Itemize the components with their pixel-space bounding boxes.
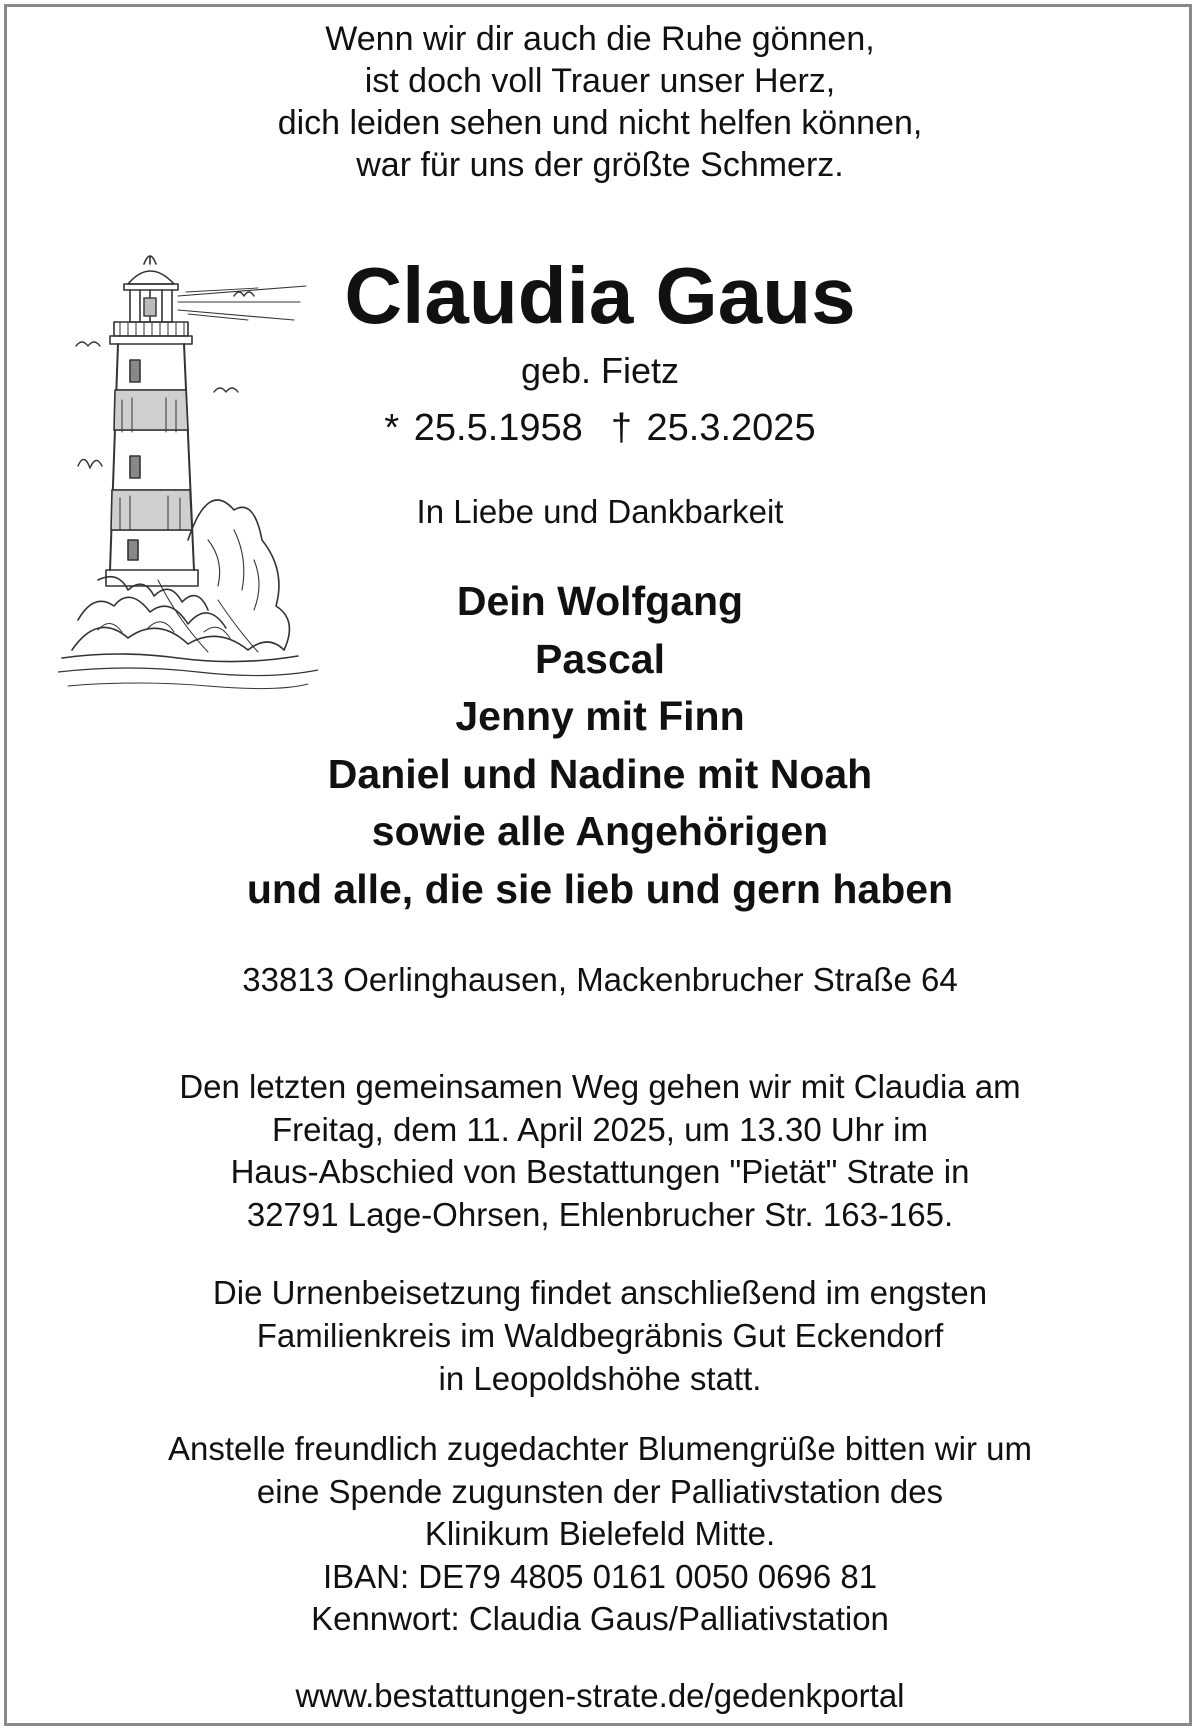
burial-line: Familienkreis im Waldbegräbnis Gut Eckendorf bbox=[256, 1317, 944, 1354]
mourners-list bbox=[0, 573, 1200, 918]
life-dates bbox=[0, 405, 1200, 451]
ceremony-line: Haus-Abschied von Bestattungen "Pietät" Strate in bbox=[230, 1153, 970, 1190]
mourner: Daniel und Nadine mit Noah bbox=[327, 750, 873, 797]
poem-line: Wenn wir dir auch die Ruhe gönnen, bbox=[325, 20, 875, 58]
mourner: sowie alle Angehörigen bbox=[371, 808, 829, 854]
birth-date: * 25.5.1958 bbox=[384, 407, 583, 449]
family-address: 33813 Oerlinghausen, Mackenbrucher Straße 64 bbox=[242, 961, 958, 998]
ceremony-line: Freitag, dem 11. April 2025, um 13.30 Uhr im bbox=[271, 1110, 929, 1148]
death-date: † 25.3.2025 bbox=[610, 407, 816, 449]
burial-line: in Leopoldshöhe statt. bbox=[438, 1360, 762, 1397]
ceremony-line: 32791 Lage-Ohrsen, Ehlenbrucher Str. 163-165. bbox=[246, 1195, 954, 1233]
burial-line: Die Urnenbeisetzung findet anschließend im engsten bbox=[212, 1274, 988, 1311]
donation-line: Anstelle freundlich zugedachter Blumengrüße bitten wir um bbox=[168, 1430, 1032, 1467]
poem-line: dich leiden sehen und nicht helfen können, bbox=[277, 104, 923, 142]
donation-line: Klinikum Bielefeld Mitte. bbox=[424, 1515, 776, 1552]
mourner: Dein Wolfgang bbox=[456, 578, 744, 624]
donation-line: eine Spende zugunsten der Palliativstation des bbox=[256, 1472, 944, 1510]
donation-keyword: Kennwort: Claudia Gaus/Palliativstation bbox=[311, 1600, 889, 1637]
ceremony-line: Den letzten gemeinsamen Weg gehen wir mit Claudia am bbox=[179, 1068, 1021, 1105]
burial-paragraph bbox=[0, 1271, 1200, 1400]
poem-line: ist doch voll Trauer unser Herz, bbox=[364, 62, 836, 100]
mourner: Jenny mit Finn bbox=[455, 693, 745, 739]
birth-name: geb. Fietz bbox=[520, 350, 680, 391]
poem bbox=[0, 18, 1200, 186]
memorial-website-link[interactable]: www.bestattungen-strate.de/gedenkportal bbox=[295, 1677, 905, 1714]
poem-line: war für uns der größte Schmerz. bbox=[356, 146, 844, 184]
deceased-name: Claudia Gaus bbox=[344, 251, 856, 340]
donation-paragraph bbox=[0, 1428, 1200, 1641]
ceremony-paragraph bbox=[0, 1066, 1200, 1236]
dedication: In Liebe und Dankbarkeit bbox=[416, 493, 784, 530]
mourner: Pascal bbox=[535, 635, 665, 682]
mourner: und alle, die sie lieb und gern haben bbox=[246, 865, 954, 912]
iban: IBAN: DE79 4805 0161 0050 0696 81 bbox=[322, 1557, 878, 1595]
